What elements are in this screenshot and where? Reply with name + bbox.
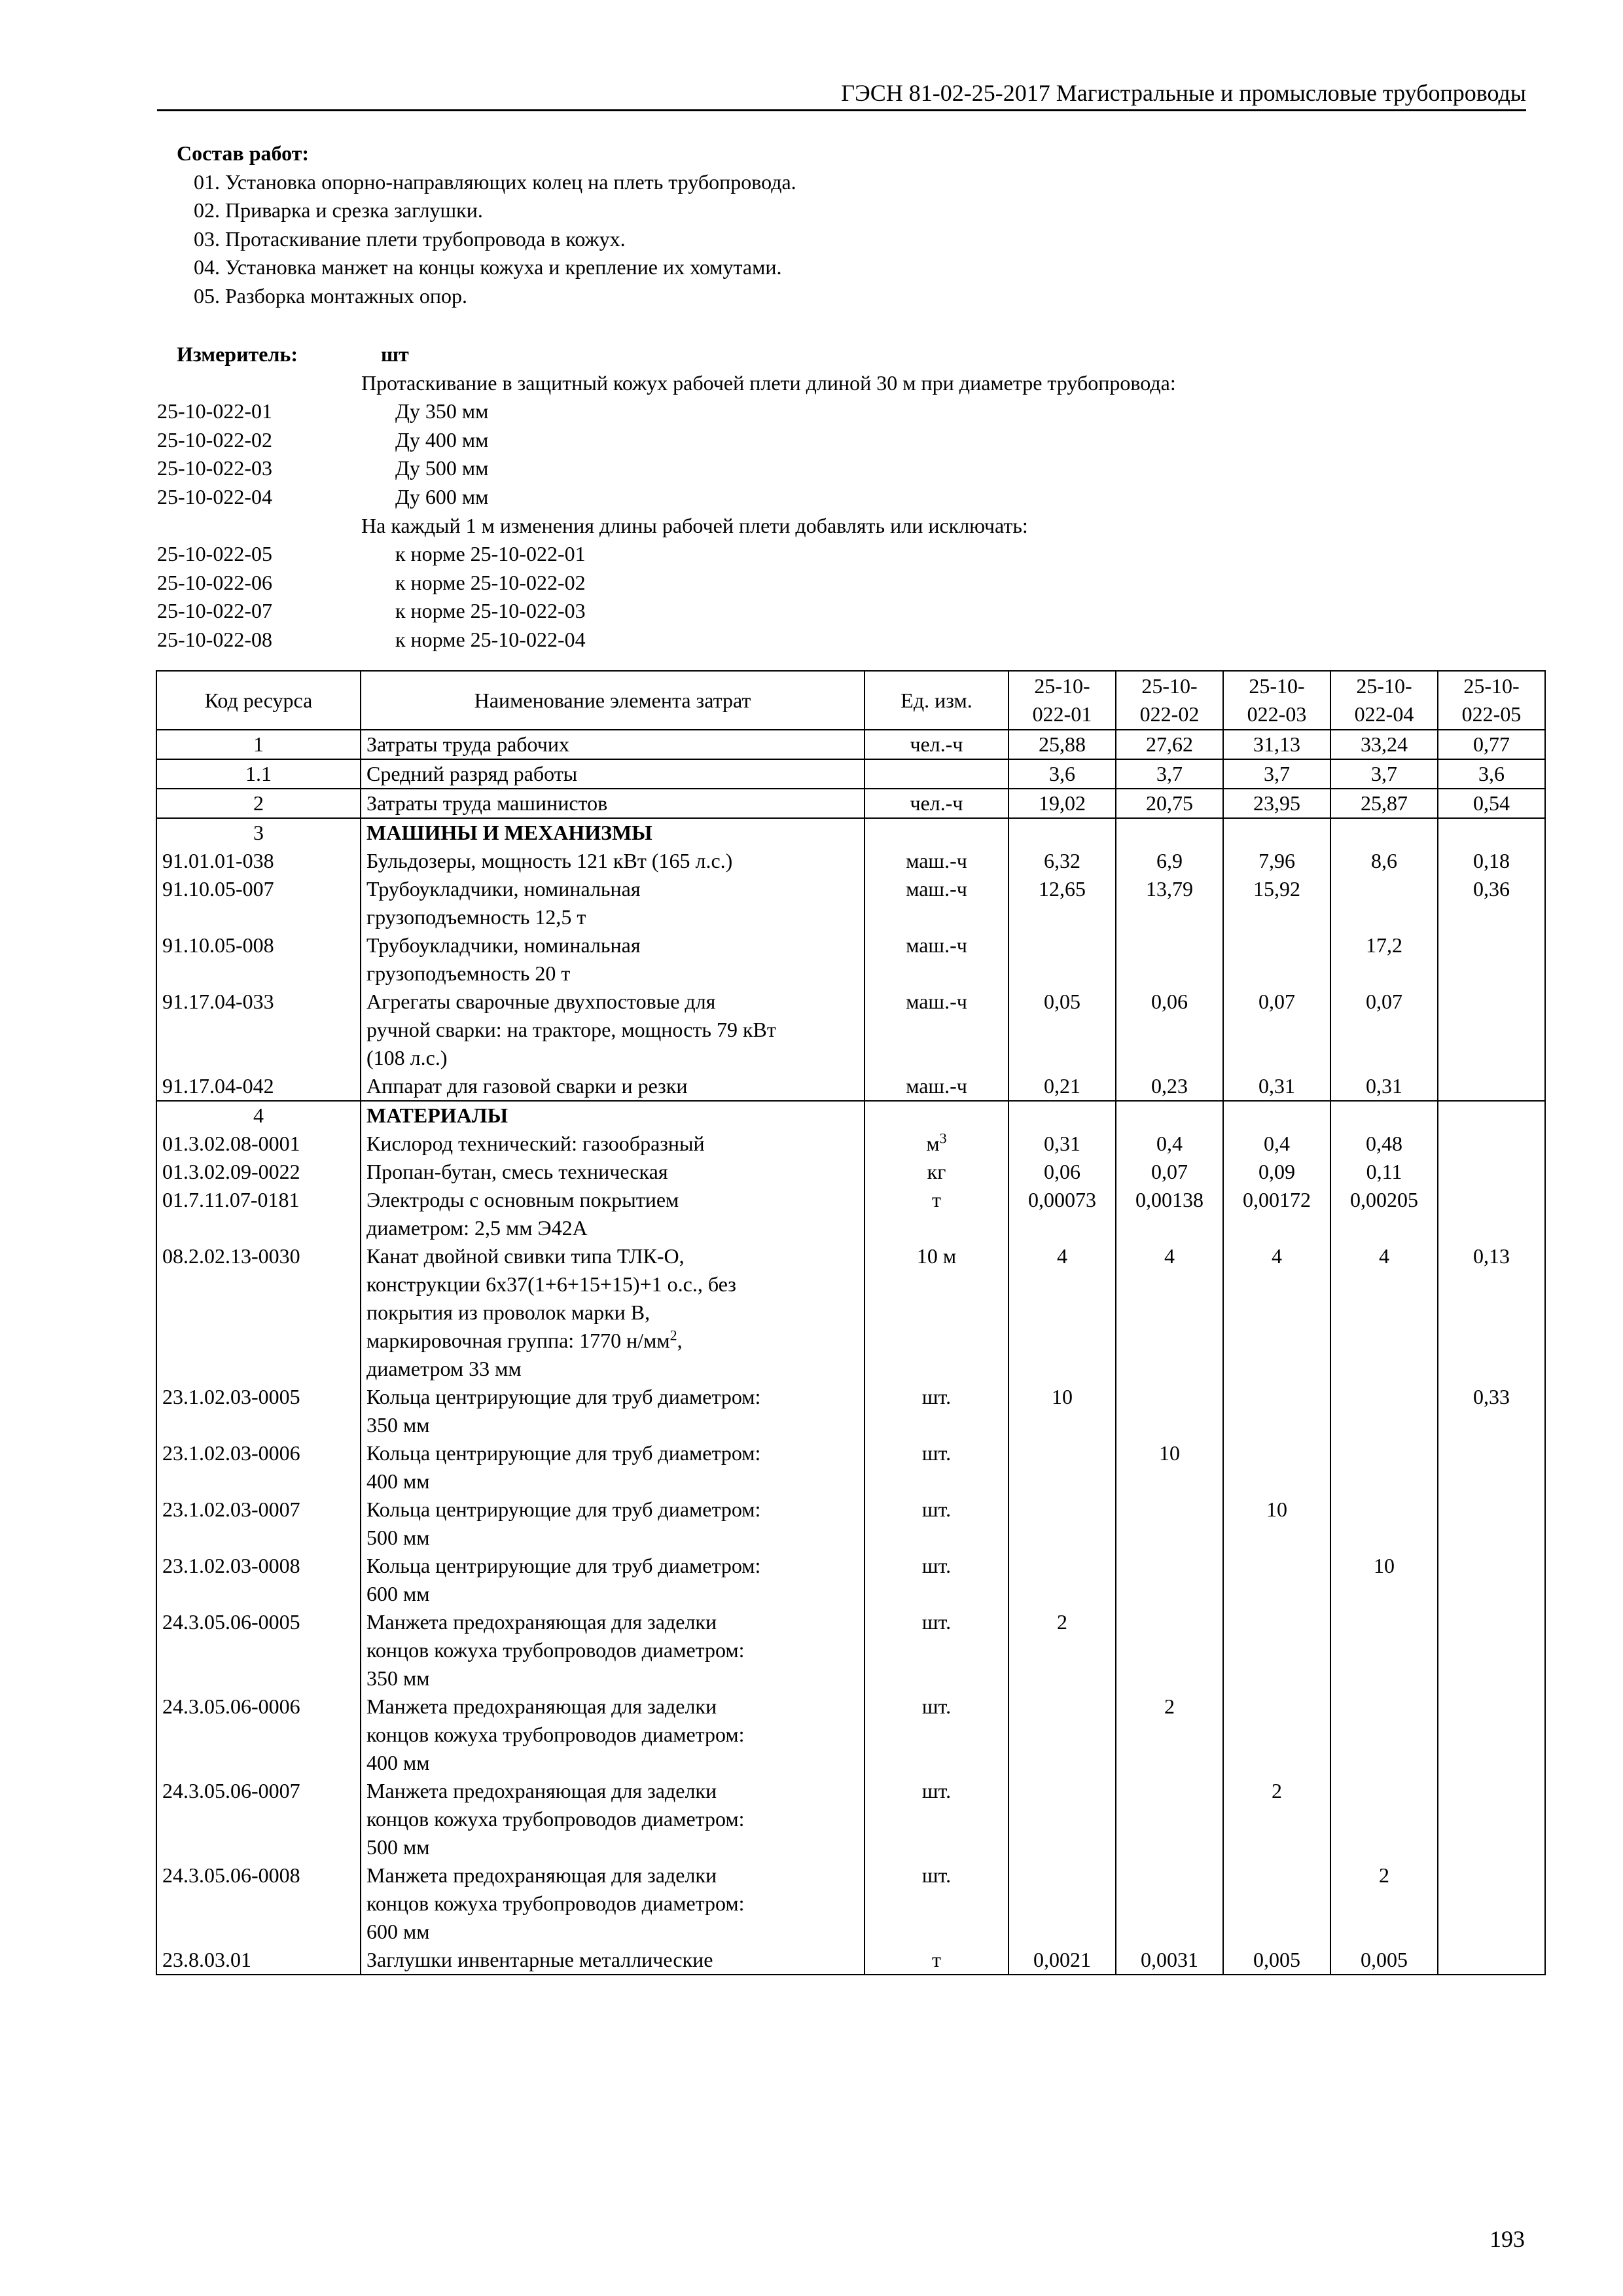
cell-name-line: Манжета предохраняющая для заделки xyxy=(366,1779,717,1803)
cell-value xyxy=(1116,1383,1223,1439)
cell-unit: шт. xyxy=(865,1552,1008,1608)
cell-value: 0,00073 xyxy=(1008,1186,1116,1242)
cell-unit: маш.-ч xyxy=(865,931,1008,988)
cell-value: 0,4 xyxy=(1116,1130,1223,1158)
work-item: 05. Разборка монтажных опор. xyxy=(194,283,467,308)
cell-value: 10 xyxy=(1116,1439,1223,1496)
table-row xyxy=(156,1693,1545,1777)
work-item: 03. Протаскивание плети трубопровода в кожух. xyxy=(194,226,626,251)
table-header-row xyxy=(156,671,1545,730)
cell-value: 33,24 xyxy=(1330,730,1438,759)
cell-name-line: Канат двойной свивки типа ТЛК-О, xyxy=(366,1244,685,1268)
cell-name xyxy=(361,1552,865,1608)
cell-value xyxy=(1438,1439,1545,1496)
cell-value: 3,6 xyxy=(1008,759,1116,789)
table-row xyxy=(156,931,1545,988)
cell-value xyxy=(1438,1072,1545,1101)
cell-value: 10 xyxy=(1008,1383,1116,1439)
table-row xyxy=(156,1552,1545,1608)
cell-resource-code: 23.1.02.03-0006 xyxy=(156,1439,361,1496)
cell-value xyxy=(1116,818,1223,847)
cell-value xyxy=(1116,1496,1223,1552)
table-row xyxy=(156,1608,1545,1693)
cell-unit xyxy=(865,1101,1008,1130)
header-norm: 25-10- 022-02 xyxy=(1116,671,1223,730)
cell-resource-code: 23.1.02.03-0007 xyxy=(156,1496,361,1552)
cell-name-line: ручной сварки: на тракторе, мощность 79 кВт xyxy=(366,1018,776,1041)
table-body xyxy=(156,730,1545,1975)
cell-name-line: Манжета предохраняющая для заделки xyxy=(366,1610,717,1634)
cell-resource-code: 91.10.05-008 xyxy=(156,931,361,988)
table-row xyxy=(156,847,1545,875)
cell-name-line: 350 мм xyxy=(366,1666,430,1690)
cell-value xyxy=(1116,1777,1223,1861)
cell-value: 0,11 xyxy=(1330,1158,1438,1186)
table-row xyxy=(156,1186,1545,1242)
work-composition-list xyxy=(177,168,796,311)
cell-name-line: Пропан-бутан, смесь техническая xyxy=(366,1160,668,1183)
cell-value xyxy=(1330,818,1438,847)
cell-value xyxy=(1223,1608,1330,1693)
cell-value xyxy=(1223,1439,1330,1496)
cell-unit: шт. xyxy=(865,1608,1008,1693)
cell-name-line: Кислород технический: газообразный xyxy=(366,1132,705,1155)
cell-resource-code: 01.3.02.08-0001 xyxy=(156,1130,361,1158)
work-item: 02. Приварка и срезка заглушки. xyxy=(194,198,483,223)
cell-value: 25,88 xyxy=(1008,730,1116,759)
cell-name xyxy=(361,789,865,818)
cell-value xyxy=(1223,1101,1330,1130)
cell-value: 3,7 xyxy=(1330,759,1438,789)
cell-name-line: Кольца центрирующие для труб диаметром: xyxy=(366,1441,761,1465)
table-row xyxy=(156,730,1545,759)
measure-description: Протаскивание в защитный кожух рабочей плети длиной 30 м при диаметре трубопровода: xyxy=(361,370,1176,395)
cell-value: 25,87 xyxy=(1330,789,1438,818)
cell-name-line: 500 мм xyxy=(366,1835,430,1859)
cell-name xyxy=(361,1186,865,1242)
cell-value: 3,7 xyxy=(1116,759,1223,789)
cell-value xyxy=(1438,1861,1545,1946)
measure-label: Измеритель: xyxy=(177,342,298,366)
table-row xyxy=(156,875,1545,931)
cell-value xyxy=(1116,1608,1223,1693)
cell-unit: маш.-ч xyxy=(865,875,1008,931)
cell-resource-code: 24.3.05.06-0006 xyxy=(156,1693,361,1777)
table-row xyxy=(156,1242,1545,1383)
work-composition-title: Состав работ: xyxy=(177,141,310,165)
cell-value: 4 xyxy=(1330,1242,1438,1383)
cell-value xyxy=(1008,931,1116,988)
norm-text: Ду 600 мм xyxy=(395,484,489,509)
cell-value xyxy=(1223,1552,1330,1608)
table-row xyxy=(156,789,1545,818)
cell-value: 0,21 xyxy=(1008,1072,1116,1101)
norm-code: 25-10-022-02 xyxy=(157,427,272,452)
cell-unit: шт. xyxy=(865,1693,1008,1777)
table-row xyxy=(156,1496,1545,1552)
measure-unit: шт xyxy=(381,342,409,366)
header-code: Код ресурса xyxy=(156,671,361,730)
table-row xyxy=(156,759,1545,789)
cell-name-line: Средний разряд работы xyxy=(366,762,578,785)
cell-unit: шт. xyxy=(865,1777,1008,1861)
cell-value xyxy=(1008,1496,1116,1552)
cell-name-line: маркировочная группа: 1770 $н/мм^2$, xyxy=(366,1327,683,1352)
cell-value: 31,13 xyxy=(1223,730,1330,759)
cell-name xyxy=(361,818,865,847)
running-header: ГЭСН 81-02-25-2017 Магистральные и промысловые трубопроводы xyxy=(841,80,1526,106)
cell-unit: кг xyxy=(865,1158,1008,1186)
norm-code: 25-10-022-01 xyxy=(157,399,272,423)
cell-value xyxy=(1330,1439,1438,1496)
cell-value xyxy=(1438,1496,1545,1552)
cell-value xyxy=(1008,1777,1116,1861)
cell-value: 10 xyxy=(1330,1552,1438,1608)
cell-name xyxy=(361,1777,865,1861)
header-norm: 25-10- 022-01 xyxy=(1008,671,1116,730)
cell-name-line: Электроды с основным покрытием xyxy=(366,1188,679,1211)
table-row xyxy=(156,1861,1545,1946)
cell-value: 0,0021 xyxy=(1008,1946,1116,1975)
cell-value xyxy=(1116,1861,1223,1946)
cell-unit: шт. xyxy=(865,1861,1008,1946)
cell-name xyxy=(361,1861,865,1946)
cell-value: 4 xyxy=(1008,1242,1116,1383)
cell-name-line: диаметром 33 мм xyxy=(366,1357,522,1380)
cell-value xyxy=(1223,1861,1330,1946)
header-norm: 25-10- 022-05 xyxy=(1438,671,1545,730)
cell-unit xyxy=(865,759,1008,789)
cell-unit: шт. xyxy=(865,1383,1008,1439)
cell-name-line: 600 мм xyxy=(366,1582,430,1605)
cell-value: 15,92 xyxy=(1223,875,1330,931)
cell-value: 0,54 xyxy=(1438,789,1545,818)
cell-name xyxy=(361,1693,865,1777)
cell-unit: $м^3$ xyxy=(865,1130,1008,1158)
norm-text: к норме 25-10-022-04 xyxy=(395,627,586,651)
cell-name-line: диаметром: 2,5 мм Э42А xyxy=(366,1216,588,1240)
cell-value xyxy=(1223,818,1330,847)
cell-name xyxy=(361,730,865,759)
cell-value xyxy=(1438,818,1545,847)
table-row xyxy=(156,1383,1545,1439)
cell-value: 6,9 xyxy=(1116,847,1223,875)
cell-value: 0,07 xyxy=(1223,988,1330,1072)
norm-code: 25-10-022-08 xyxy=(157,627,272,651)
norm-text: Ду 350 мм xyxy=(395,399,489,423)
cell-value xyxy=(1438,1693,1545,1777)
cell-resource-code: 01.7.11.07-0181 xyxy=(156,1186,361,1242)
cell-name-line: Аппарат для газовой сварки и резки xyxy=(366,1074,688,1098)
measurement-block xyxy=(157,340,1531,655)
cell-resource-code: 23.8.03.01 xyxy=(156,1946,361,1975)
cell-value: 4 xyxy=(1223,1242,1330,1383)
norm-code: 25-10-022-06 xyxy=(157,570,272,594)
cell-resource-code: 24.3.05.06-0008 xyxy=(156,1861,361,1946)
cell-value xyxy=(1438,931,1545,988)
cell-value xyxy=(1008,818,1116,847)
cell-value xyxy=(1223,1383,1330,1439)
cell-value: 0,4 xyxy=(1223,1130,1330,1158)
cell-value xyxy=(1330,1693,1438,1777)
cell-name-line: Трубоукладчики, номинальная xyxy=(366,933,641,957)
work-composition xyxy=(177,139,796,311)
cell-value: 0,0031 xyxy=(1116,1946,1223,1975)
norm-text: к норме 25-10-022-01 xyxy=(395,542,586,566)
page-number: 193 xyxy=(1489,2226,1525,2252)
cell-name-line: концов кожуха трубопроводов диаметром: xyxy=(366,1807,745,1831)
cell-value xyxy=(1438,1186,1545,1242)
norm-code: 25-10-022-07 xyxy=(157,599,272,623)
cell-name-line: Кольца центрирующие для труб диаметром: xyxy=(366,1554,761,1577)
cell-name xyxy=(361,875,865,931)
cell-value xyxy=(1438,1552,1545,1608)
table-row xyxy=(156,1439,1545,1496)
header-rule xyxy=(157,109,1526,111)
cell-resource-code: 01.3.02.09-0022 xyxy=(156,1158,361,1186)
table-row xyxy=(156,818,1545,847)
cell-unit: шт. xyxy=(865,1496,1008,1552)
cell-value xyxy=(1330,1496,1438,1552)
superscript: 3 xyxy=(939,1130,947,1147)
cell-resource-code: 23.1.02.03-0005 xyxy=(156,1383,361,1439)
cell-value: 0,05 xyxy=(1008,988,1116,1072)
table-row xyxy=(156,1101,1545,1130)
cell-name xyxy=(361,1496,865,1552)
cell-value: 27,62 xyxy=(1116,730,1223,759)
measure-description: На каждый 1 м изменения длины рабочей плети добавлять или исключать: xyxy=(361,513,1028,537)
cell-name-line: 400 мм xyxy=(366,1751,430,1774)
cell-value: 6,32 xyxy=(1008,847,1116,875)
cell-value: 0,00172 xyxy=(1223,1186,1330,1242)
cell-name-line: МАШИНЫ И МЕХАНИЗМЫ xyxy=(366,821,652,844)
cell-name xyxy=(361,1608,865,1693)
cell-value: 23,95 xyxy=(1223,789,1330,818)
norm-text: Ду 500 мм xyxy=(395,456,489,480)
cell-value: 0,36 xyxy=(1438,875,1545,931)
cell-name-line: концов кожуха трубопроводов диаметром: xyxy=(366,1892,745,1915)
cell-name xyxy=(361,1242,865,1383)
cell-resource-code: 3 xyxy=(156,818,361,847)
cell-name-line: Агрегаты сварочные двухпостовые для xyxy=(366,990,716,1013)
cell-name-line: Манжета предохраняющая для заделки xyxy=(366,1695,717,1718)
cell-value xyxy=(1438,988,1545,1072)
cell-value xyxy=(1008,1552,1116,1608)
cell-value: 7,96 xyxy=(1223,847,1330,875)
cell-resource-code: 08.2.02.13-0030 xyxy=(156,1242,361,1383)
cell-value: 0,18 xyxy=(1438,847,1545,875)
cell-name xyxy=(361,931,865,988)
cell-resource-code: 91.10.05-007 xyxy=(156,875,361,931)
cell-value xyxy=(1008,1439,1116,1496)
cell-name xyxy=(361,1130,865,1158)
cell-name-line: Кольца центрирующие для труб диаметром: xyxy=(366,1498,761,1521)
cell-name-line: конструкции 6х37(1+6+15+15)+1 о.с., без xyxy=(366,1272,736,1296)
cell-value xyxy=(1008,1861,1116,1946)
cell-value xyxy=(1008,1101,1116,1130)
superscript: 2 xyxy=(669,1327,677,1344)
norm-text: к норме 25-10-022-02 xyxy=(395,570,586,594)
cell-name-line: Затраты труда рабочих xyxy=(366,732,569,756)
cell-value: 4 xyxy=(1116,1242,1223,1383)
cell-name-line: 500 мм xyxy=(366,1526,430,1549)
cell-value xyxy=(1223,931,1330,988)
cell-unit: маш.-ч xyxy=(865,847,1008,875)
table-row xyxy=(156,1130,1545,1158)
norm-code: 25-10-022-05 xyxy=(157,542,272,566)
cell-value: 0,005 xyxy=(1223,1946,1330,1975)
cell-value: 0,06 xyxy=(1116,988,1223,1072)
cell-value: 0,48 xyxy=(1330,1130,1438,1158)
norm-text: к норме 25-10-022-03 xyxy=(395,599,586,623)
norm-code: 25-10-022-03 xyxy=(157,456,272,480)
cell-value: 0,09 xyxy=(1223,1158,1330,1186)
cell-unit: маш.-ч xyxy=(865,988,1008,1072)
cell-value: 0,00138 xyxy=(1116,1186,1223,1242)
cell-name xyxy=(361,988,865,1072)
cell-name-line: грузоподъемность 20 т xyxy=(366,961,571,985)
cell-value xyxy=(1330,1608,1438,1693)
cell-resource-code: 2 xyxy=(156,789,361,818)
cell-value xyxy=(1438,1777,1545,1861)
cell-name xyxy=(361,847,865,875)
table-row xyxy=(156,1946,1545,1975)
cell-resource-code: 1.1 xyxy=(156,759,361,789)
header-unit: Ед. изм. xyxy=(865,671,1008,730)
cell-unit: маш.-ч xyxy=(865,1072,1008,1101)
cell-value xyxy=(1330,1101,1438,1130)
cell-name-line: покрытия из проволок марки В, xyxy=(366,1300,651,1324)
cell-name-line: Манжета предохраняющая для заделки xyxy=(366,1863,717,1887)
cell-value xyxy=(1116,931,1223,988)
cell-name-line: Трубоукладчики, номинальная xyxy=(366,877,641,901)
cell-value: 0,005 xyxy=(1330,1946,1438,1975)
cell-name xyxy=(361,1158,865,1186)
cell-value xyxy=(1330,875,1438,931)
table-row xyxy=(156,1072,1545,1101)
cell-value: 17,2 xyxy=(1330,931,1438,988)
cell-unit: чел.-ч xyxy=(865,730,1008,759)
cell-name-line: (108 л.с.) xyxy=(366,1046,448,1069)
header-norm: 25-10- 022-04 xyxy=(1330,671,1438,730)
cell-name xyxy=(361,1101,865,1130)
cell-value: 2 xyxy=(1223,1777,1330,1861)
cell-name-line: Бульдозеры, мощность 121 кВт (165 л.с.) xyxy=(366,849,733,872)
cell-resource-code: 1 xyxy=(156,730,361,759)
cell-name xyxy=(361,1946,865,1975)
cell-name-line: Заглушки инвентарные металлические xyxy=(366,1948,713,1971)
cell-name-line: 600 мм xyxy=(366,1920,430,1943)
cell-value: 0,00205 xyxy=(1330,1186,1438,1242)
table-row xyxy=(156,988,1545,1072)
cell-value xyxy=(1116,1552,1223,1608)
table-row xyxy=(156,1777,1545,1861)
cell-name xyxy=(361,1383,865,1439)
cell-value xyxy=(1438,1158,1545,1186)
cell-resource-code: 24.3.05.06-0007 xyxy=(156,1777,361,1861)
cell-name-line: Кольца центрирующие для труб диаметром: xyxy=(366,1385,761,1408)
cell-resource-code: 91.17.04-033 xyxy=(156,988,361,1072)
cell-value: 0,07 xyxy=(1330,988,1438,1072)
cell-name-line: 400 мм xyxy=(366,1469,430,1493)
cell-name-line: 350 мм xyxy=(366,1413,430,1437)
cell-resource-code: 24.3.05.06-0005 xyxy=(156,1608,361,1693)
cell-resource-code: 91.01.01-038 xyxy=(156,847,361,875)
cell-value: 19,02 xyxy=(1008,789,1116,818)
cell-value: 0,07 xyxy=(1116,1158,1223,1186)
cell-value: 3,6 xyxy=(1438,759,1545,789)
table-row xyxy=(156,1158,1545,1186)
cell-value: 0,31 xyxy=(1223,1072,1330,1101)
cell-value: 0,13 xyxy=(1438,1242,1545,1383)
cell-name-line: Затраты труда машинистов xyxy=(366,791,608,815)
cell-unit: 10 м xyxy=(865,1242,1008,1383)
cell-value xyxy=(1438,1130,1545,1158)
cell-value xyxy=(1330,1383,1438,1439)
cell-name xyxy=(361,1439,865,1496)
cell-value: 8,6 xyxy=(1330,847,1438,875)
cell-resource-code: 91.17.04-042 xyxy=(156,1072,361,1101)
cell-value: 12,65 xyxy=(1008,875,1116,931)
cell-value: 2 xyxy=(1116,1693,1223,1777)
cell-value: 13,79 xyxy=(1116,875,1223,931)
cell-value: 3,7 xyxy=(1223,759,1330,789)
cell-value xyxy=(1116,1101,1223,1130)
cell-name-line: концов кожуха трубопроводов диаметром: xyxy=(366,1723,745,1746)
cell-value xyxy=(1438,1101,1545,1130)
cell-unit: шт. xyxy=(865,1439,1008,1496)
cell-unit: чел.-ч xyxy=(865,789,1008,818)
cell-value: 0,77 xyxy=(1438,730,1545,759)
cell-resource-code: 23.1.02.03-0008 xyxy=(156,1552,361,1608)
cell-value xyxy=(1223,1693,1330,1777)
cell-value xyxy=(1438,1946,1545,1975)
work-item: 04. Установка манжет на концы кожуха и крепление их хомутами. xyxy=(194,255,782,279)
resource-table xyxy=(156,670,1546,1975)
cell-value: 10 xyxy=(1223,1496,1330,1552)
cell-value: 0,33 xyxy=(1438,1383,1545,1439)
cell-value: 0,06 xyxy=(1008,1158,1116,1186)
cell-value: 0,23 xyxy=(1116,1072,1223,1101)
cell-name xyxy=(361,1072,865,1101)
cell-name-line: концов кожуха трубопроводов диаметром: xyxy=(366,1638,745,1662)
cell-name-line: МАТЕРИАЛЫ xyxy=(366,1103,508,1127)
cell-value: 2 xyxy=(1330,1861,1438,1946)
work-item: 01. Установка опорно-направляющих колец на плеть трубопровода. xyxy=(194,170,796,194)
cell-unit: т xyxy=(865,1946,1008,1975)
cell-resource-code: 4 xyxy=(156,1101,361,1130)
cell-value: 2 xyxy=(1008,1608,1116,1693)
cell-name xyxy=(361,759,865,789)
cell-value xyxy=(1008,1693,1116,1777)
cell-unit: т xyxy=(865,1186,1008,1242)
cell-value xyxy=(1438,1608,1545,1693)
norm-code: 25-10-022-04 xyxy=(157,484,272,509)
cell-value: 0,31 xyxy=(1330,1072,1438,1101)
cell-name-line: грузоподъемность 12,5 т xyxy=(366,905,586,929)
norm-text: Ду 400 мм xyxy=(395,427,489,452)
header-norm: 25-10- 022-03 xyxy=(1223,671,1330,730)
header-name: Наименование элемента затрат xyxy=(361,671,865,730)
cell-value xyxy=(1330,1777,1438,1861)
cell-value: 20,75 xyxy=(1116,789,1223,818)
cell-value: 0,31 xyxy=(1008,1130,1116,1158)
cell-unit xyxy=(865,818,1008,847)
